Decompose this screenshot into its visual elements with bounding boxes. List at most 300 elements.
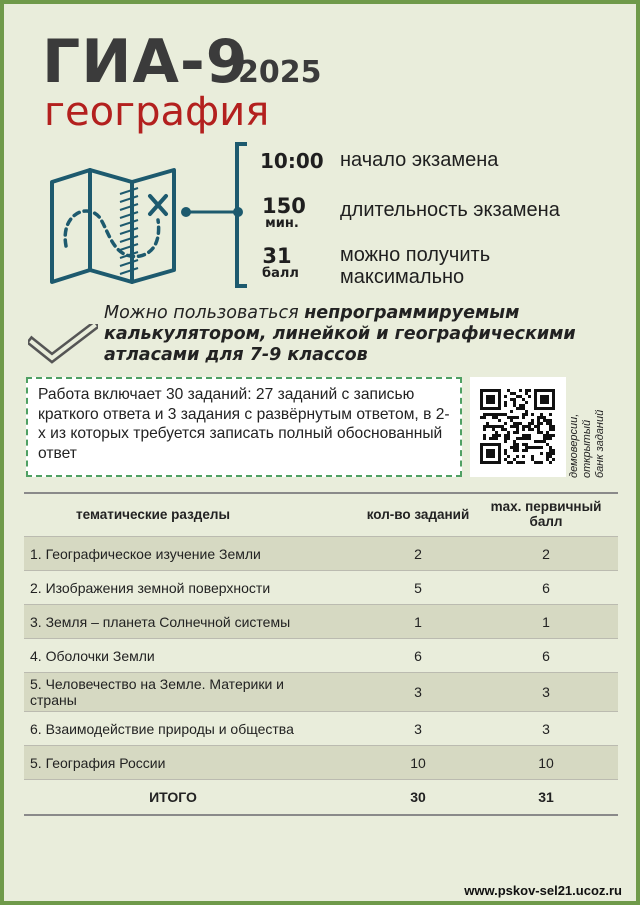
qr-module <box>504 428 507 431</box>
qr-module <box>552 425 555 428</box>
qr-module <box>513 443 516 446</box>
row-count: 3 <box>362 673 474 712</box>
row-max: 1 <box>474 605 618 639</box>
qr-module <box>495 389 498 392</box>
qr-module <box>543 407 546 410</box>
qr-module <box>549 437 552 440</box>
header-count: кол-во заданий <box>362 493 474 537</box>
qr-code[interactable] <box>470 377 566 477</box>
qr-module <box>504 395 507 398</box>
max-score-label: можно получить максимально <box>340 244 491 288</box>
qr-module <box>504 422 507 425</box>
qr-module <box>528 437 531 440</box>
qr-module <box>495 416 498 419</box>
qr-module <box>540 461 543 464</box>
qr-module <box>498 458 501 461</box>
qr-module <box>522 428 525 431</box>
qr-module <box>552 434 555 437</box>
qr-module <box>492 389 495 392</box>
qr-module <box>498 425 501 428</box>
table-total-row <box>24 780 618 816</box>
qr-module <box>552 458 555 461</box>
qr-module <box>504 404 507 407</box>
qr-module <box>525 401 528 404</box>
qr-module <box>537 461 540 464</box>
qr-module <box>489 425 492 428</box>
qr-module <box>492 455 495 458</box>
qr-module <box>543 416 546 419</box>
qr-module <box>531 419 534 422</box>
qr-module <box>534 407 537 410</box>
qr-module <box>537 446 540 449</box>
qr-module <box>492 407 495 410</box>
qr-module <box>498 455 501 458</box>
duration-label: длительность экзамена <box>340 199 560 221</box>
qr-module <box>507 416 510 419</box>
qr-module <box>537 389 540 392</box>
qr-module <box>480 401 483 404</box>
qr-module <box>507 431 510 434</box>
qr-module <box>504 401 507 404</box>
qr-label-line-2: открытый <box>581 419 593 478</box>
qr-module <box>492 398 495 401</box>
qr-module <box>492 425 495 428</box>
qr-module <box>486 398 489 401</box>
qr-module <box>549 449 552 452</box>
qr-module <box>522 455 525 458</box>
qr-module <box>486 452 489 455</box>
qr-label <box>564 384 634 484</box>
qr-module <box>498 443 501 446</box>
qr-module <box>534 440 537 443</box>
row-name: 4. Оболочки Земли <box>24 639 362 673</box>
qr-module <box>492 452 495 455</box>
qr-module <box>525 413 528 416</box>
qr-module <box>492 449 495 452</box>
row-count: 6 <box>362 639 474 673</box>
exam-structure-box: Работа включает 30 заданий: 27 заданий с записью краткого ответа и 3 задания с развёрнутым ответом, в 2-х из которых требуется записать полный обоснованный ответ <box>26 377 462 477</box>
qr-module <box>513 458 516 461</box>
qr-module <box>525 392 528 395</box>
qr-module <box>549 446 552 449</box>
qr-module <box>480 392 483 395</box>
qr-module <box>522 407 525 410</box>
table-row <box>24 673 618 712</box>
qr-module <box>522 425 525 428</box>
row-max: 3 <box>474 712 618 746</box>
qr-module <box>546 452 549 455</box>
qr-module <box>498 413 501 416</box>
qr-module <box>534 401 537 404</box>
qr-module <box>549 419 552 422</box>
qr-module <box>525 410 528 413</box>
qr-module <box>522 437 525 440</box>
qr-module <box>480 443 483 446</box>
qr-module <box>543 395 546 398</box>
qr-module <box>492 461 495 464</box>
qr-code-image <box>470 377 566 477</box>
qr-module <box>513 446 516 449</box>
qr-module <box>522 449 525 452</box>
qr-module <box>480 416 483 419</box>
qr-module <box>489 407 492 410</box>
qr-module <box>516 437 519 440</box>
total-count: 30 <box>362 780 474 816</box>
qr-module <box>525 434 528 437</box>
total-max: 31 <box>474 780 618 816</box>
qr-module <box>531 428 534 431</box>
qr-module <box>531 446 534 449</box>
qr-module <box>516 395 519 398</box>
qr-module <box>498 452 501 455</box>
subject-title: география <box>44 89 270 135</box>
qr-module <box>540 452 543 455</box>
row-count: 1 <box>362 605 474 639</box>
qr-module <box>537 419 540 422</box>
allowed-materials-note: Можно пользоваться непрограммируемым калькулятором, линейкой и географическими атласами для 7-9 классов <box>104 303 576 365</box>
qr-module <box>546 434 549 437</box>
qr-module <box>546 395 549 398</box>
qr-module <box>549 407 552 410</box>
qr-module <box>510 416 513 419</box>
table-row <box>24 639 618 673</box>
row-name: 6. Взаимодействие природы и общества <box>24 712 362 746</box>
qr-module <box>519 407 522 410</box>
qr-module <box>489 401 492 404</box>
qr-module <box>525 425 528 428</box>
qr-module <box>483 437 486 440</box>
qr-module <box>546 431 549 434</box>
qr-module <box>507 455 510 458</box>
qr-module <box>504 434 507 437</box>
qr-module <box>510 392 513 395</box>
site-url[interactable]: www.pskov-sel21.ucoz.ru <box>464 883 622 898</box>
qr-module <box>516 446 519 449</box>
qr-module <box>537 428 540 431</box>
qr-module <box>537 407 540 410</box>
qr-module <box>546 419 549 422</box>
qr-module <box>537 416 540 419</box>
qr-module <box>498 401 501 404</box>
row-name: 5. Человечество на Земле. Материки и страны <box>24 673 362 712</box>
header-topics: тематические разделы <box>24 493 362 537</box>
qr-module <box>489 437 492 440</box>
qr-module <box>486 425 489 428</box>
qr-module <box>525 437 528 440</box>
qr-module <box>504 452 507 455</box>
qr-module <box>513 398 516 401</box>
row-name: 1. Географическое изучение Земли <box>24 537 362 571</box>
qr-module <box>504 413 507 416</box>
qr-module <box>486 389 489 392</box>
qr-module <box>549 413 552 416</box>
qr-module <box>540 395 543 398</box>
qr-module <box>546 401 549 404</box>
qr-module <box>489 449 492 452</box>
qr-module <box>534 404 537 407</box>
qr-module <box>483 407 486 410</box>
qr-module <box>489 395 492 398</box>
qr-module <box>549 389 552 392</box>
qr-module <box>489 452 492 455</box>
qr-module <box>498 389 501 392</box>
qr-module <box>549 422 552 425</box>
qr-module <box>513 431 516 434</box>
qr-module <box>534 461 537 464</box>
qr-module <box>534 395 537 398</box>
qr-module <box>486 395 489 398</box>
qr-module <box>543 419 546 422</box>
qr-module <box>516 431 519 434</box>
qr-module <box>522 404 525 407</box>
qr-module <box>495 407 498 410</box>
qr-module <box>537 425 540 428</box>
qr-module <box>483 461 486 464</box>
qr-module <box>552 452 555 455</box>
qr-module <box>507 434 510 437</box>
qr-module <box>498 392 501 395</box>
qr-module <box>513 404 516 407</box>
qr-module <box>549 425 552 428</box>
qr-module <box>513 401 516 404</box>
qr-module <box>507 389 510 392</box>
qr-module <box>519 389 522 392</box>
row-max: 3 <box>474 673 618 712</box>
qr-module <box>540 407 543 410</box>
qr-module <box>552 395 555 398</box>
qr-module <box>522 413 525 416</box>
qr-module <box>495 431 498 434</box>
qr-module <box>486 443 489 446</box>
qr-module <box>516 428 519 431</box>
row-max: 6 <box>474 639 618 673</box>
qr-module <box>492 401 495 404</box>
qr-module <box>483 413 486 416</box>
qr-module <box>495 413 498 416</box>
qr-module <box>522 434 525 437</box>
qr-module <box>552 398 555 401</box>
qr-module <box>483 428 486 431</box>
qr-module <box>528 425 531 428</box>
qr-module <box>516 443 519 446</box>
qr-module <box>513 422 516 425</box>
qr-module <box>534 398 537 401</box>
qr-module <box>540 401 543 404</box>
row-name: 3. Земля – планета Солнечной системы <box>24 605 362 639</box>
qr-module <box>498 419 501 422</box>
qr-module <box>546 422 549 425</box>
qr-module <box>486 422 489 425</box>
qr-module <box>519 404 522 407</box>
qr-module <box>489 461 492 464</box>
qr-module <box>486 449 489 452</box>
qr-module <box>519 437 522 440</box>
qr-module <box>492 416 495 419</box>
qr-module <box>489 443 492 446</box>
qr-module <box>552 449 555 452</box>
qr-module <box>510 446 513 449</box>
qr-module <box>498 407 501 410</box>
qr-module <box>525 449 528 452</box>
map-icon <box>48 164 188 289</box>
qr-module <box>525 446 528 449</box>
connector-line <box>180 204 244 220</box>
qr-module <box>507 437 510 440</box>
qr-module <box>540 398 543 401</box>
qr-module <box>498 446 501 449</box>
qr-module <box>540 440 543 443</box>
qr-module <box>504 449 507 452</box>
qr-module <box>498 434 501 437</box>
qr-module <box>540 416 543 419</box>
qr-module <box>480 461 483 464</box>
qr-module <box>549 428 552 431</box>
qr-module <box>543 434 546 437</box>
qr-module <box>546 458 549 461</box>
qr-module <box>489 455 492 458</box>
qr-module <box>486 413 489 416</box>
qr-module <box>495 461 498 464</box>
qr-module <box>540 413 543 416</box>
row-count: 10 <box>362 746 474 780</box>
qr-module <box>552 404 555 407</box>
qr-module <box>489 398 492 401</box>
qr-module <box>543 389 546 392</box>
qr-module <box>537 422 540 425</box>
qr-module <box>480 458 483 461</box>
qr-module <box>534 446 537 449</box>
table-row <box>24 571 618 605</box>
row-name: 2. Изображения земной поверхности <box>24 571 362 605</box>
qr-label-line-1: демоверсии, <box>568 413 580 478</box>
qr-module <box>540 431 543 434</box>
qr-module <box>513 392 516 395</box>
qr-module <box>540 422 543 425</box>
qr-module <box>492 434 495 437</box>
qr-module <box>528 434 531 437</box>
qr-module <box>516 416 519 419</box>
qr-module <box>537 431 540 434</box>
qr-module <box>513 449 516 452</box>
qr-module <box>498 449 501 452</box>
qr-module <box>480 407 483 410</box>
qr-module <box>483 389 486 392</box>
qr-module <box>480 446 483 449</box>
table-row <box>24 605 618 639</box>
qr-module <box>510 410 513 413</box>
qr-module <box>546 443 549 446</box>
qr-module <box>501 425 504 428</box>
qr-module <box>513 440 516 443</box>
qr-module <box>486 455 489 458</box>
qr-module <box>489 413 492 416</box>
qr-module <box>528 422 531 425</box>
max-score-value: 31 балл <box>262 244 299 281</box>
qr-module <box>495 443 498 446</box>
qr-module <box>510 461 513 464</box>
qr-module <box>483 425 486 428</box>
qr-module <box>546 437 549 440</box>
qr-module <box>483 416 486 419</box>
qr-module <box>498 398 501 401</box>
qr-module <box>486 401 489 404</box>
qr-module <box>513 425 516 428</box>
qr-module <box>534 389 537 392</box>
qr-module <box>534 425 537 428</box>
qr-module <box>492 428 495 431</box>
qr-module <box>519 461 522 464</box>
qr-module <box>504 440 507 443</box>
qr-module <box>543 437 546 440</box>
qr-module <box>516 407 519 410</box>
qr-module <box>501 428 504 431</box>
total-label: ИТОГО <box>24 780 362 816</box>
qr-module <box>504 458 507 461</box>
qr-module <box>540 389 543 392</box>
qr-module <box>516 449 519 452</box>
header-max: max. первичный балл <box>474 493 618 537</box>
qr-module <box>546 389 549 392</box>
qr-module <box>495 437 498 440</box>
qr-module <box>480 389 483 392</box>
table-row <box>24 537 618 571</box>
row-max: 2 <box>474 537 618 571</box>
qr-module <box>516 425 519 428</box>
qr-module <box>510 425 513 428</box>
qr-module <box>552 389 555 392</box>
qr-module <box>492 395 495 398</box>
row-count: 3 <box>362 712 474 746</box>
qr-module <box>522 416 525 419</box>
qr-module <box>516 461 519 464</box>
row-max: 6 <box>474 571 618 605</box>
qr-module <box>531 455 534 458</box>
qr-module <box>498 395 501 398</box>
qr-module <box>495 434 498 437</box>
qr-module <box>543 401 546 404</box>
row-name: 5. География России <box>24 746 362 780</box>
qr-module <box>543 440 546 443</box>
qr-module <box>507 461 510 464</box>
table-header <box>24 493 618 537</box>
qr-module <box>480 404 483 407</box>
qr-module <box>552 401 555 404</box>
duration-value: 150 мин. <box>262 194 306 231</box>
qr-module <box>531 413 534 416</box>
qr-module <box>525 389 528 392</box>
qr-module <box>504 437 507 440</box>
qr-module <box>480 455 483 458</box>
qr-module <box>552 407 555 410</box>
start-time-value: 10:00 <box>260 149 324 173</box>
qr-module <box>525 443 528 446</box>
qr-module <box>534 392 537 395</box>
qr-module <box>531 422 534 425</box>
qr-module <box>492 437 495 440</box>
qr-module <box>498 461 501 464</box>
qr-module <box>480 452 483 455</box>
qr-module <box>510 398 513 401</box>
row-count: 5 <box>362 571 474 605</box>
qr-module <box>528 428 531 431</box>
qr-module <box>519 422 522 425</box>
qr-module <box>549 461 552 464</box>
qr-module <box>528 395 531 398</box>
qr-module <box>549 455 552 458</box>
qr-module <box>513 416 516 419</box>
table-row <box>24 712 618 746</box>
qr-module <box>489 389 492 392</box>
